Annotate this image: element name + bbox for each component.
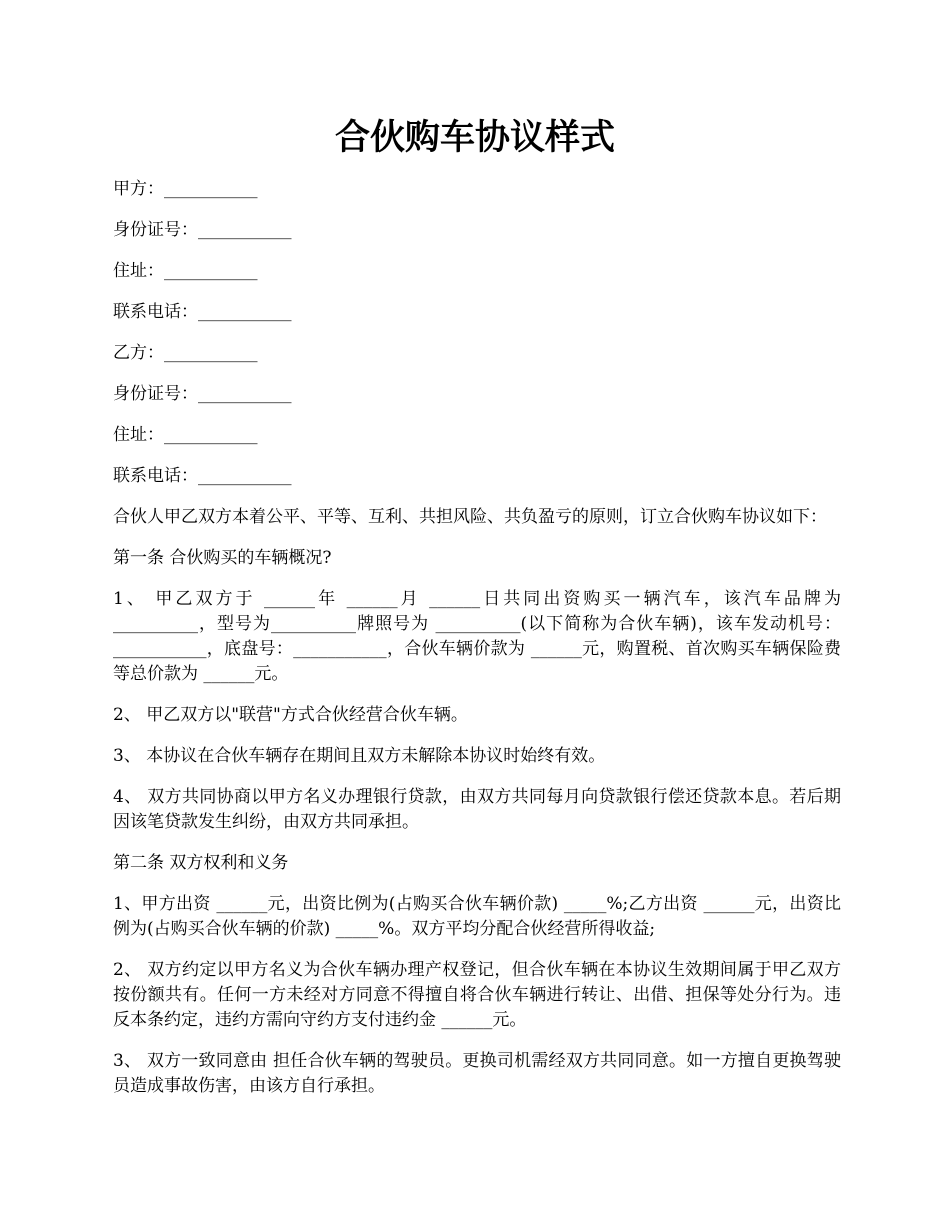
- document-title: 合伙购车协议样式: [334, 118, 615, 158]
- document-body: [113, 177, 841, 1115]
- article-2-item: 1、甲方出资 ______元，出资比例为(占购买合伙车辆价款) _____%;乙方出资 ______元，出资比例为(占购买合伙车辆的价款) _____%。双方平均分配合伙经营所得收益;: [113, 894, 841, 939]
- party-a-id-field: 身份证号：___________: [113, 220, 292, 240]
- intro-paragraph: 合伙人甲乙双方本着公平、平等、互利、共担风险、共负盈亏的原则，订立合伙购车协议如下：: [113, 507, 827, 527]
- party-a-field: 甲方：___________: [113, 179, 258, 199]
- party-b-phone-field: 联系电话：___________: [113, 466, 292, 486]
- article-1-item: 1、 甲乙双方于 ______年 ______月 ______日共同出资购买一辆汽车，该汽车品牌为__________，型号为__________牌照号为 __________(以下简称为合伙车辆)，该车发动机号：___________，底盘号：___________，合伙车辆价款为 ______元，购置税、首次购买车辆保险费等总价款为 ______元。: [113, 589, 841, 684]
- party-a-address-field: 住址：___________: [113, 261, 258, 281]
- party-fields: [113, 177, 841, 489]
- article-2-heading: 第二条 双方权利和义务: [113, 853, 289, 873]
- party-b-address-field: 住址：___________: [113, 425, 258, 445]
- party-a-phone-field: 联系电话：___________: [113, 302, 292, 322]
- article-1-item: 2、 甲乙双方以"联营"方式合伙经营合伙车辆。: [113, 705, 468, 725]
- article-2-item: 3、 双方一致同意由 担任合伙车辆的驾驶员。更换司机需经双方共同同意。如一方擅自更换驾驶员造成事故伤害，由该方自行承担。: [113, 1051, 841, 1096]
- article-1-item: 3、 本协议在合伙车辆存在期间且双方未解除本协议时始终有效。: [113, 746, 606, 766]
- article-1-heading: 第一条 合伙购买的车辆概况?: [113, 548, 332, 568]
- article-2-item: 2、 双方约定以甲方名义为合伙车辆办理产权登记，但合伙车辆在本协议生效期间属于甲乙双方按份额共有。任何一方未经对方同意不得擅自将合伙车辆进行转让、出借、担保等处分行为。违反本条约定，违约方需向守约方支付违约金 ______元。: [113, 960, 841, 1030]
- article-1-item: 4、 双方共同协商以甲方名义办理银行贷款，由双方共同每月向贷款银行偿还贷款本息。若后期因该笔贷款发生纠纷，由双方共同承担。: [113, 787, 841, 832]
- party-b-field: 乙方：___________: [113, 343, 258, 363]
- party-b-id-field: 身份证号：___________: [113, 384, 292, 404]
